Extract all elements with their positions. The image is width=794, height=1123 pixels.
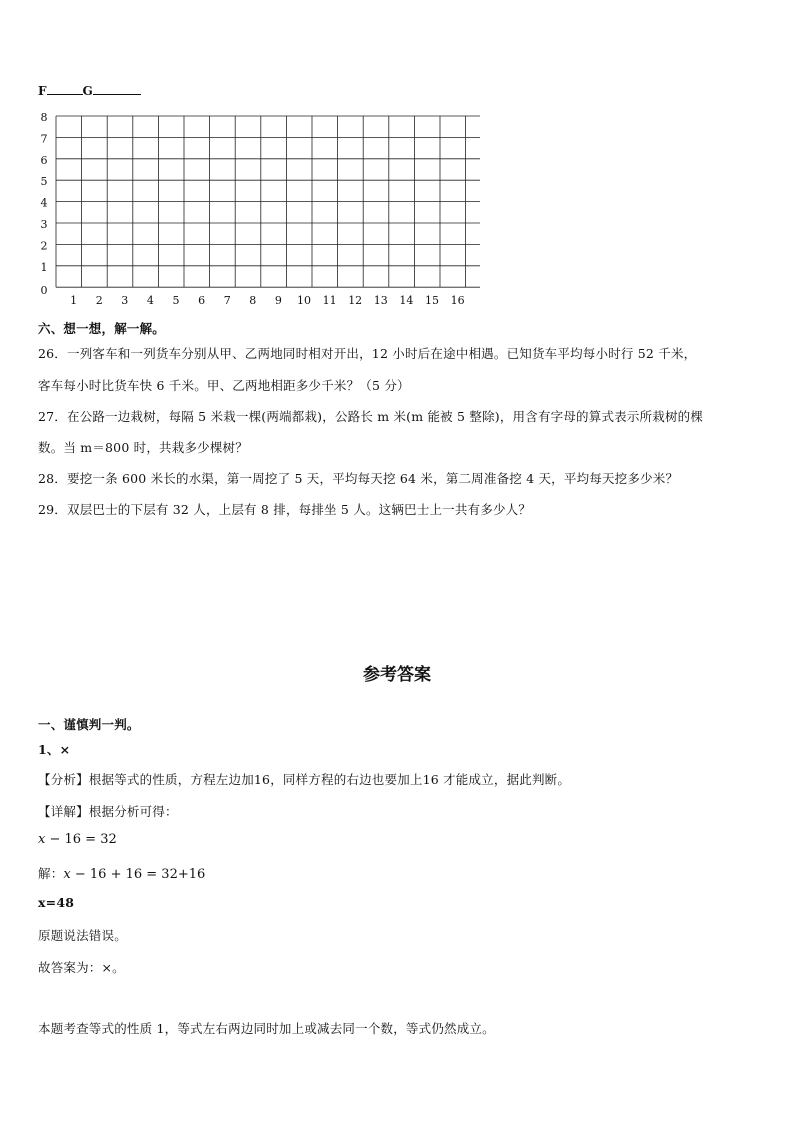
answer-conclusion: 原题说法错误。 — [38, 928, 127, 943]
question-27-line-2: 数。当 m＝800 时，共栽多少棵树？ — [38, 440, 248, 455]
answer-analysis: 【分析】根据等式的性质，方程左边加16，同样方程的右边也要加上16 才能成立，据此判断。 — [38, 772, 571, 787]
y-tick-label: 5 — [40, 175, 48, 189]
blank-g[interactable] — [93, 94, 141, 95]
x-tick-label: 5 — [172, 294, 180, 308]
x-tick-label: 14 — [399, 294, 414, 308]
fg-answer-line — [38, 84, 141, 98]
answer-item-1: 1、× — [38, 742, 71, 757]
x-tick-label: 8 — [249, 294, 257, 308]
question-28: 28．要挖一条 600 米长的水渠，第一周挖了 5 天，平均每天挖 64 米，第二周准备挖 4 天，平均每天挖多少米？ — [38, 471, 679, 486]
x-tick-label: 1 — [70, 294, 78, 308]
coordinate-grid — [30, 110, 480, 310]
y-tick-label: 3 — [40, 218, 48, 231]
question-26-line-1: 26．一列客车和一列货车分别从甲、乙两地同时相对开出，12 小时后在途中相遇。已知货车平均每小时行 52 千米， — [38, 346, 697, 361]
x-tick-label: 12 — [348, 294, 363, 308]
equation-2 — [38, 864, 205, 882]
label-g: G — [82, 84, 93, 98]
label-f: F — [38, 84, 47, 98]
x-tick-label: 11 — [322, 294, 337, 308]
answers-section-1: 一、谨慎判一判。 — [38, 717, 140, 732]
equation-2-prefix: 解： — [38, 866, 64, 881]
y-tick-label: 8 — [40, 111, 48, 124]
y-tick-label: 7 — [40, 132, 48, 146]
x-tick-label: 7 — [223, 294, 231, 308]
y-tick-label: 1 — [40, 260, 48, 274]
x-tick-label: 6 — [198, 294, 206, 308]
y-tick-label: 4 — [40, 196, 48, 210]
x-tick-label: 4 — [146, 294, 154, 308]
origin-label: 0 — [40, 284, 48, 298]
equation-2-variable: x — [63, 867, 71, 882]
x-tick-label: 15 — [425, 294, 439, 308]
x-tick-label: 9 — [274, 294, 282, 308]
answers-title: 参考答案 — [363, 665, 431, 685]
equation-1-rest: − 16 = 32 — [45, 832, 117, 847]
x-tick-label: 2 — [95, 294, 103, 308]
answer-final: 故答案为：×。 — [38, 960, 125, 975]
equation-1 — [38, 832, 117, 847]
x-tick-label: 13 — [373, 294, 388, 308]
y-tick-label: 6 — [40, 153, 48, 167]
y-tick-label: 2 — [40, 239, 48, 253]
answer-detail: 【详解】根据分析可得： — [38, 804, 178, 819]
answer-note: 本题考查等式的性质 1，等式左右两边同时加上或减去同一个数，等式仍然成立。 — [38, 1021, 495, 1036]
equation-2-rest: − 16 + 16 = 32+16 — [70, 867, 206, 882]
x-tick-label: 10 — [297, 294, 311, 308]
question-27-line-1: 27．在公路一边栽树，每隔 5 米栽一棵(两端都栽)，公路长 m 米(m 能被 5 整除)，用含有字母的算式表示所栽树的棵 — [38, 409, 704, 424]
x-tick-label: 3 — [121, 294, 129, 308]
answer-result: x=48 — [38, 895, 75, 910]
blank-f[interactable] — [47, 94, 83, 95]
section-6-title: 六、想一想，解一解。 — [38, 321, 166, 336]
x-tick-label: 16 — [450, 294, 465, 308]
question-26-line-2: 客车每小时比货车快 6 千米。甲、乙两地相距多少千米？（5 分） — [38, 378, 410, 393]
question-29: 29．双层巴士的下层有 32 人，上层有 8 排，每排坐 5 人。这辆巴士上一共有多少人？ — [38, 502, 532, 517]
equation-1-variable: x — [38, 832, 46, 847]
